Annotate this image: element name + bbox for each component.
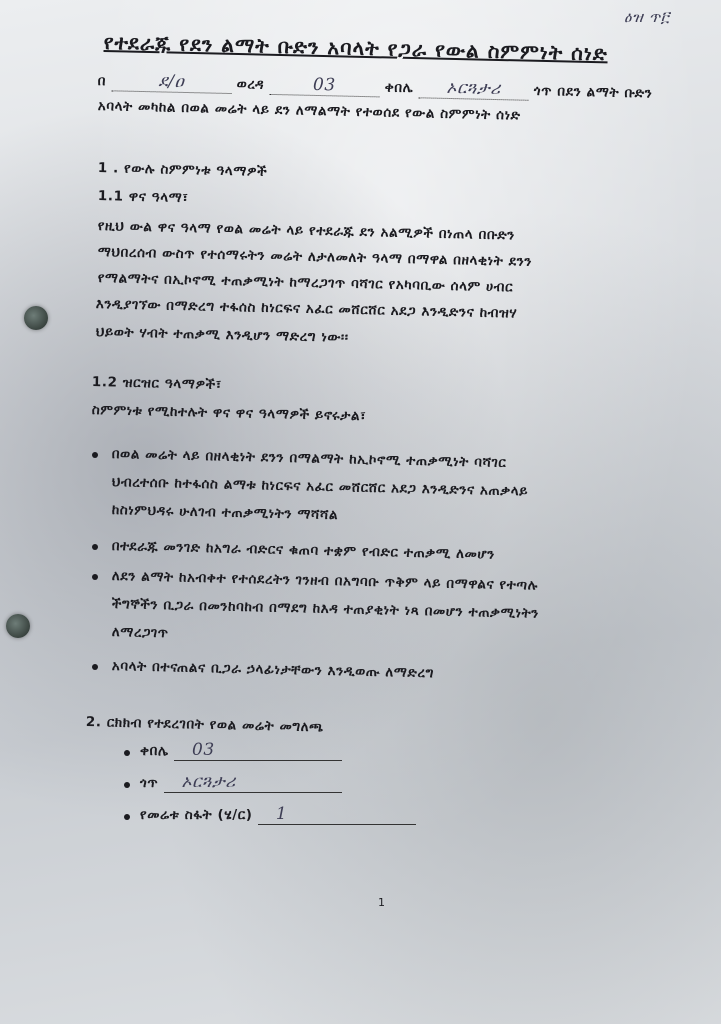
got-field-label: ጎጥ xyxy=(140,775,159,791)
bullet-dot xyxy=(92,574,98,580)
kebele-field-value: 03 xyxy=(174,740,342,761)
intro-line-1 xyxy=(98,70,653,104)
para-line: የማልማትና በኢኮኖሚ ተጠቃሚነት ከማረጋገጥ ባሻገር የአካባቢው ሰላም ሀብር xyxy=(97,270,514,296)
land-size-field xyxy=(140,804,416,825)
section-1-1-heading: 1.1 ዋና ዓላማ፣ xyxy=(97,188,189,207)
para-line: ህይወት ሃብት ተጠቃሚ እንዲሆን ማድረግ ነው፡፡ xyxy=(95,324,349,346)
corner-note: ዕዝ ጥ፫ xyxy=(624,8,670,26)
intro-prefix: በ xyxy=(97,72,107,90)
bullet-line: በወል መሬት ላይ በዘላቂነት ደንን በማልማት ከኢኮኖሚ ተጠቃሚነት ባሻገር xyxy=(111,446,507,471)
land-size-label: የመሬቱ ስፋት (ሄ/ር) xyxy=(140,807,253,823)
bullet-dot xyxy=(92,664,98,670)
bullet-dot xyxy=(124,750,130,756)
page-number: 1 xyxy=(378,896,385,909)
bullet-line: ለደን ልማት ከአብቀተ የተሰደረትን ገንዘብ በአግባቡ ጥቅም ላይ በማዋልና የተጣሉ xyxy=(111,568,539,594)
bullet-dot xyxy=(92,452,98,458)
document-title: የተደራጁ የደን ልማት ቡድን አባላት የጋራ የውል ስምምነት ሰነድ xyxy=(103,30,608,66)
section-1-heading: 1 . የውሉ ስምምነቱ ዓላማዎች xyxy=(97,160,268,180)
got-value: ኦርጓታሪ xyxy=(418,77,528,100)
intro-suffix: ጎጥ በደን ልማት ቡድን xyxy=(533,82,653,102)
woreda-value: ደ/ዐ xyxy=(111,70,231,94)
got-field xyxy=(140,772,342,793)
kebele-field-label: ቀበሌ xyxy=(140,743,169,759)
para-line: እንዲያገኘው በማድረግ ተፋሰስ ከነርፍና አፈር መሸርሸር አደጋ እንዲድንና ከብዝሃ xyxy=(95,296,518,322)
bullet-dot xyxy=(92,544,98,550)
bullet-line: ህብረተሰቡ ከተፋሰስ ልማቱ ከነርፍና አፈር መሸርሸር አደጋ እንዲድንና አጠቃላይ xyxy=(111,474,529,500)
kebele-label: ቀበሌ xyxy=(384,79,414,97)
bullet-line: አባላት በተናጠልና ቢጋራ ኃላፊነታቸውን እንዲወጡ ለማድረግ xyxy=(111,658,435,682)
woreda-label: ወረዳ xyxy=(236,76,265,93)
bullet-dot xyxy=(124,782,130,788)
got-field-value: ኦርጓታሪ xyxy=(164,772,342,793)
punch-hole xyxy=(24,306,48,330)
para-line: ማህበረሰብ ውስጥ የተሰማሩትን መሬት ለታለመለት ዓላማ በማዋል በዘላቂነት ደንን xyxy=(97,244,533,270)
section-1-2-heading: 1.2 ዝርዝር ዓላማዎች፣ xyxy=(91,374,223,393)
bullet-line: ችግኞችን ቢጋራ በመንከባከብ በማደግ ከእዳ ተጠያቂነት ነጻ በመሆን ተጠቃሚነትን xyxy=(111,596,540,622)
section-2-heading: 2. ርክክብ የተደረገበት የወል መሬት መግለጫ xyxy=(85,714,324,736)
bullet-line: በተደራጁ መንገድ ከአግራ ብድርና ቁጠባ ተቋም የብድር ተጠቃሚ ለመሆን xyxy=(111,538,496,563)
bullet-line: ለማረጋገጥ xyxy=(111,624,169,642)
section-1-2-intro: ስምምነቱ የሚከተሉት ዋና ዋና ዓላማዎች ይኖሩታል፣ xyxy=(91,402,367,425)
punch-hole xyxy=(6,614,30,638)
kebele-field xyxy=(140,740,342,761)
bullet-line: ከስነምህዳሩ ሁለገብ ተጠቃሚነትን ማሻሻል xyxy=(111,502,339,524)
kebele-value: 03 xyxy=(269,74,379,97)
para-line: የዚህ ውል ዋና ዓላማ የወል መሬት ላይ የተደራጁ ደን አልሚዎች በነጠላ በቡድን xyxy=(97,218,516,244)
bullet-dot xyxy=(124,814,130,820)
intro-line-2: አባላት መካከል በወል መሬት ላይ ደን ለማልማት የተወሰደ የውል ስምምነት ሰነድ xyxy=(97,98,521,124)
land-size-value: 1 xyxy=(258,804,416,825)
